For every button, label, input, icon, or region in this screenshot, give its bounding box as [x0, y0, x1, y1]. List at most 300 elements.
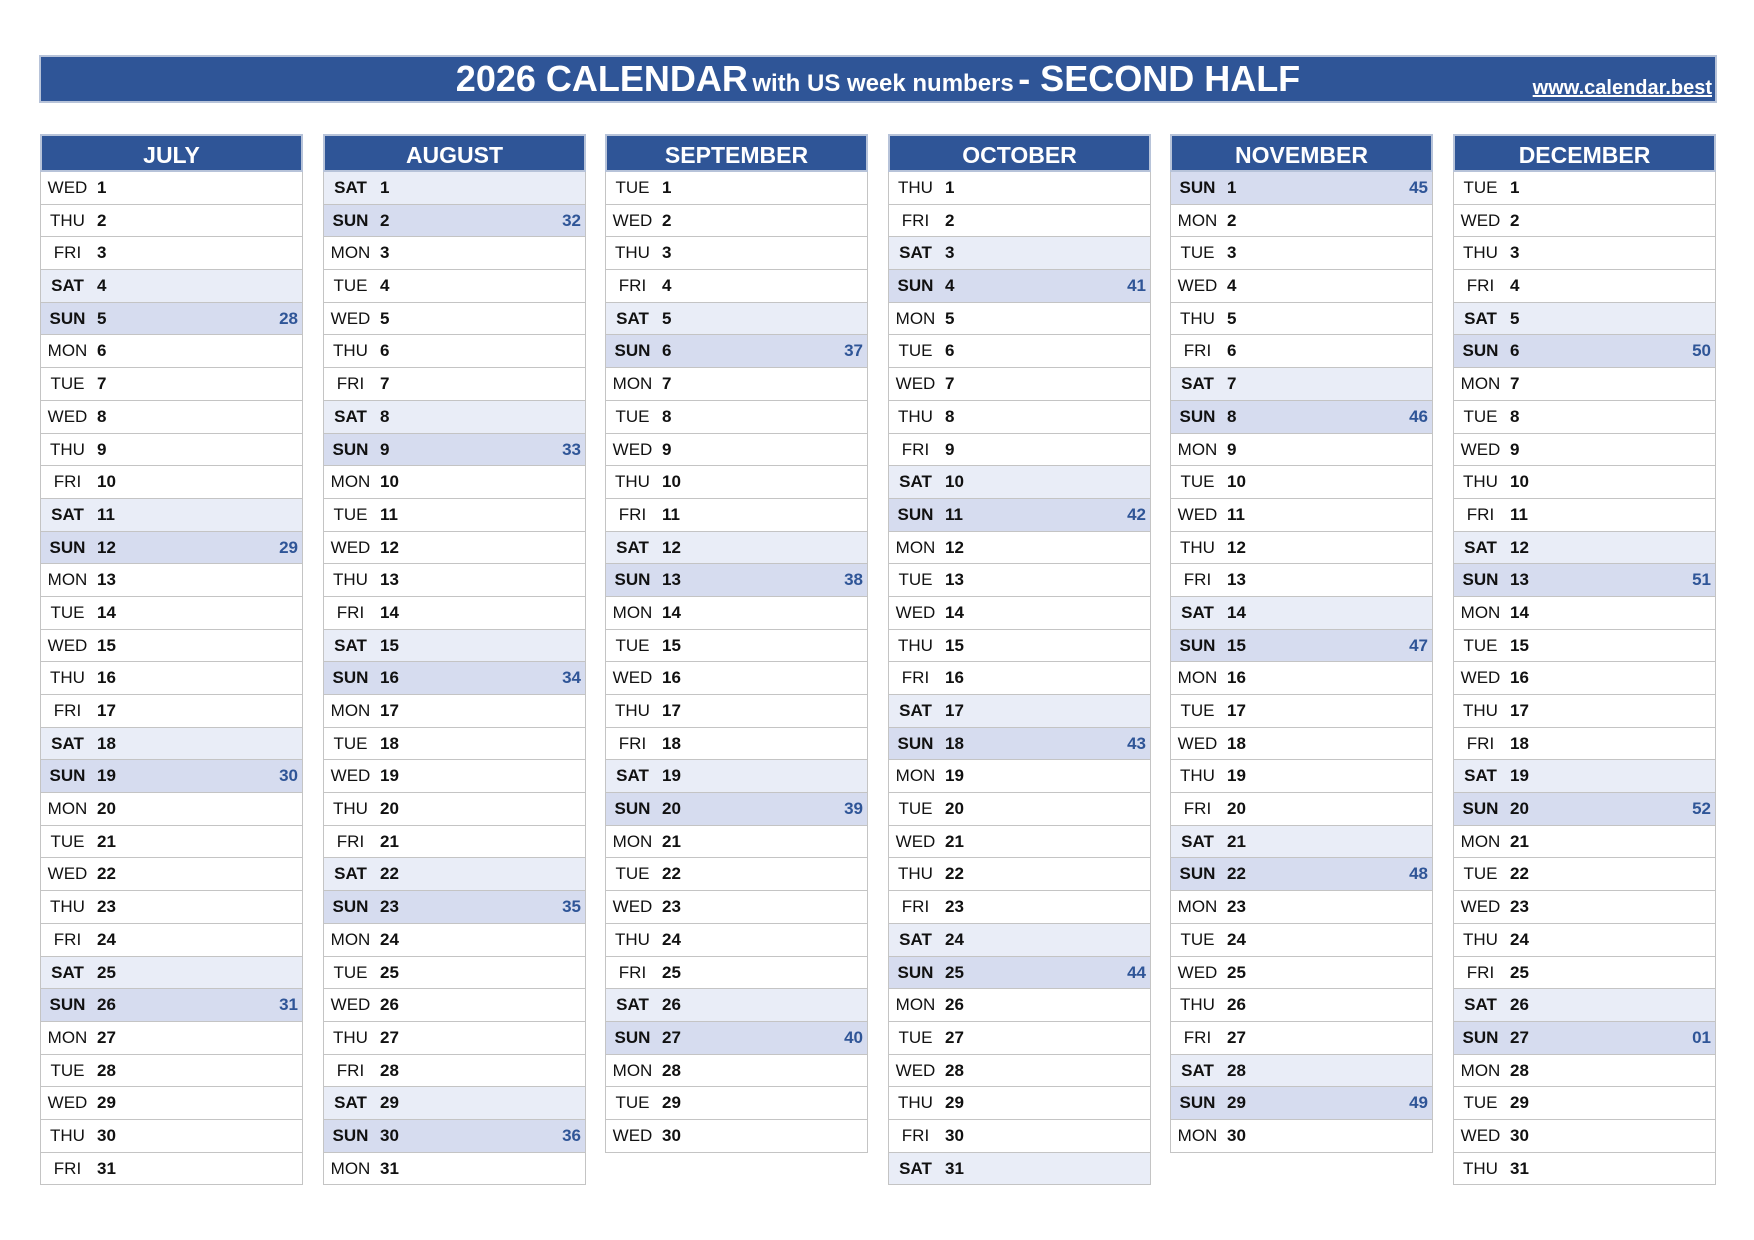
- week-number: 41: [1127, 276, 1146, 296]
- weekday-name: SUN: [49, 308, 86, 328]
- day-number: 3: [380, 243, 390, 263]
- title-sub: with US week numbers: [752, 70, 1014, 97]
- day-row: [40, 891, 303, 924]
- day-row: [323, 434, 586, 467]
- weekday-name: MON: [612, 602, 653, 622]
- weekday-name: THU: [615, 701, 650, 720]
- day-row: [1170, 434, 1433, 467]
- day-row: [40, 205, 303, 238]
- day-number: 26: [1510, 995, 1529, 1015]
- weekday-name: MON: [330, 701, 371, 720]
- day-number: 17: [380, 701, 399, 720]
- week-number: 42: [1127, 504, 1146, 524]
- day-row: [888, 499, 1151, 532]
- weekday-name: MON: [1460, 602, 1501, 622]
- day-number: 24: [945, 929, 964, 949]
- day-row: [605, 1022, 868, 1055]
- week-number: 32: [562, 210, 581, 230]
- weekday-name: THU: [898, 864, 933, 884]
- week-number: 46: [1409, 406, 1428, 426]
- day-row: [605, 564, 868, 597]
- week-number: 30: [279, 766, 298, 786]
- day-number: 14: [945, 602, 964, 622]
- weekday-name: MON: [47, 1027, 88, 1047]
- day-row: [40, 989, 303, 1022]
- weekday-name: SUN: [897, 962, 934, 982]
- day-number: 2: [662, 210, 672, 230]
- weekday-name: WED: [1460, 668, 1501, 688]
- day-row: [1170, 695, 1433, 728]
- day-number: 19: [380, 766, 399, 786]
- day-number: 23: [662, 897, 681, 917]
- day-number: 19: [1227, 766, 1246, 786]
- day-row: [1453, 401, 1716, 434]
- day-number: 16: [1510, 668, 1529, 688]
- weekday-name: SAT: [1464, 995, 1497, 1015]
- weekday-name: FRI: [1183, 1027, 1212, 1047]
- weekday-name: FRI: [53, 243, 82, 263]
- day-row: [40, 1022, 303, 1055]
- week-number: 43: [1127, 733, 1146, 753]
- day-number: 31: [1510, 1158, 1529, 1178]
- day-number: 16: [662, 668, 681, 688]
- day-row: [1170, 401, 1433, 434]
- day-number: 10: [97, 472, 116, 492]
- day-number: 26: [1227, 995, 1246, 1015]
- day-number: 9: [1510, 439, 1520, 459]
- weekday-name: WED: [895, 831, 936, 851]
- weekday-name: THU: [1463, 472, 1498, 492]
- day-row: [1170, 957, 1433, 990]
- day-number: 2: [1227, 210, 1237, 230]
- weekday-name: SUN: [614, 799, 651, 819]
- page-title: [41, 57, 1715, 101]
- day-row: [888, 793, 1151, 826]
- day-row: [1170, 826, 1433, 859]
- day-row: [888, 597, 1151, 630]
- weekday-name: WED: [1177, 962, 1218, 982]
- day-number: 13: [945, 570, 964, 590]
- day-row: [1453, 858, 1716, 891]
- weekday-name: FRI: [53, 472, 82, 492]
- weekday-name: SAT: [1464, 766, 1497, 786]
- weekday-name: SUN: [1179, 406, 1216, 426]
- day-number: 13: [662, 570, 681, 590]
- weekday-name: WED: [330, 995, 371, 1015]
- weekday-name: SUN: [49, 766, 86, 786]
- day-number: 23: [1227, 897, 1246, 917]
- day-row: [1453, 1055, 1716, 1088]
- day-number: 1: [1510, 178, 1520, 197]
- weekday-name: SAT: [51, 962, 84, 982]
- day-number: 3: [945, 243, 955, 263]
- day-row: [1453, 793, 1716, 826]
- day-row: [1170, 728, 1433, 761]
- day-number: 3: [97, 243, 107, 263]
- weekday-name: THU: [615, 243, 650, 263]
- day-row: [605, 1087, 868, 1120]
- day-row: [888, 205, 1151, 238]
- weekday-name: THU: [898, 635, 933, 655]
- weekday-name: SAT: [334, 1093, 367, 1113]
- day-row: [40, 1153, 303, 1186]
- weekday-name: THU: [898, 178, 933, 197]
- day-row: [1453, 1153, 1716, 1186]
- weekday-name: TUE: [333, 733, 368, 753]
- day-number: 1: [97, 178, 107, 197]
- day-row: [1453, 728, 1716, 761]
- day-row: [40, 434, 303, 467]
- weekday-name: SUN: [1179, 635, 1216, 655]
- weekday-name: SAT: [616, 308, 649, 328]
- weekday-name: FRI: [901, 897, 930, 917]
- week-number: 49: [1409, 1093, 1428, 1113]
- weekday-name: THU: [1463, 1158, 1498, 1178]
- weekday-name: SUN: [49, 537, 86, 557]
- day-row: [323, 793, 586, 826]
- weekday-name: WED: [47, 178, 88, 197]
- day-row: [888, 891, 1151, 924]
- day-row: [1170, 368, 1433, 401]
- day-row: [323, 826, 586, 859]
- day-row: [1170, 205, 1433, 238]
- weekday-name: MON: [330, 1158, 371, 1178]
- day-row: [40, 499, 303, 532]
- week-number: 37: [844, 341, 863, 361]
- week-number: 39: [844, 799, 863, 819]
- weekday-name: FRI: [901, 668, 930, 688]
- day-number: 15: [380, 635, 399, 655]
- day-number: 13: [380, 570, 399, 590]
- weekday-name: THU: [50, 897, 85, 917]
- day-row: [888, 270, 1151, 303]
- weekday-name: WED: [47, 406, 88, 426]
- weekday-name: SAT: [899, 1158, 932, 1178]
- day-row: [1170, 335, 1433, 368]
- day-number: 17: [945, 701, 964, 720]
- week-number: 34: [562, 668, 581, 688]
- day-row: [40, 826, 303, 859]
- weekday-name: THU: [1180, 308, 1215, 328]
- day-row: [40, 793, 303, 826]
- day-number: 21: [97, 831, 116, 851]
- day-row: [40, 662, 303, 695]
- day-number: 31: [380, 1158, 399, 1178]
- weekday-name: TUE: [1463, 635, 1498, 655]
- day-number: 11: [1227, 504, 1245, 524]
- day-number: 6: [380, 341, 390, 361]
- weekday-name: FRI: [53, 929, 82, 949]
- day-number: 16: [380, 668, 399, 688]
- weekday-name: MON: [1177, 1125, 1218, 1145]
- weekday-name: WED: [330, 308, 371, 328]
- day-row: [605, 532, 868, 565]
- weekday-name: WED: [330, 766, 371, 786]
- month-header: SEPTEMBER: [605, 134, 868, 172]
- day-number: 6: [945, 341, 955, 361]
- day-number: 18: [662, 733, 681, 753]
- weekday-name: TUE: [50, 374, 85, 394]
- day-number: 8: [945, 406, 955, 426]
- day-number: 10: [1227, 472, 1246, 492]
- day-row: [40, 957, 303, 990]
- day-number: 25: [662, 962, 681, 982]
- day-row: [888, 466, 1151, 499]
- weekday-name: THU: [1180, 995, 1215, 1015]
- weekday-name: SAT: [51, 276, 84, 296]
- weekday-name: WED: [1460, 1125, 1501, 1145]
- weekday-name: SAT: [51, 504, 84, 524]
- day-number: 6: [662, 341, 672, 361]
- day-number: 16: [97, 668, 116, 688]
- day-row: [40, 303, 303, 336]
- day-number: 7: [662, 374, 672, 394]
- weekday-name: MON: [47, 341, 88, 361]
- day-row: [323, 270, 586, 303]
- weekday-name: MON: [612, 831, 653, 851]
- day-number: 9: [97, 439, 107, 459]
- day-number: 17: [1510, 701, 1529, 720]
- day-number: 20: [380, 799, 399, 819]
- day-number: 23: [380, 897, 399, 917]
- day-row: [323, 695, 586, 728]
- day-number: 30: [1510, 1125, 1529, 1145]
- day-number: 9: [380, 439, 390, 459]
- weekday-name: TUE: [615, 864, 650, 884]
- weekday-name: FRI: [901, 1125, 930, 1145]
- weekday-name: TUE: [1180, 243, 1215, 263]
- weekday-name: SUN: [614, 341, 651, 361]
- weekday-name: MON: [47, 799, 88, 819]
- weekday-name: SAT: [1181, 602, 1214, 622]
- day-row: [323, 1087, 586, 1120]
- day-number: 15: [1510, 635, 1529, 655]
- weekday-name: SUN: [332, 1125, 369, 1145]
- weekday-name: THU: [615, 929, 650, 949]
- day-number: 29: [662, 1093, 681, 1113]
- day-number: 24: [662, 929, 681, 949]
- weekday-name: SAT: [334, 635, 367, 655]
- day-row: [605, 401, 868, 434]
- day-number: 5: [1510, 308, 1520, 328]
- day-row: [605, 368, 868, 401]
- day-row: [605, 662, 868, 695]
- weekday-name: TUE: [615, 406, 650, 426]
- day-row: [605, 335, 868, 368]
- weekday-name: MON: [1460, 374, 1501, 394]
- weekday-name: SUN: [332, 210, 369, 230]
- weekday-name: WED: [47, 1093, 88, 1113]
- day-number: 18: [380, 733, 399, 753]
- day-row: [605, 793, 868, 826]
- day-row: [1170, 532, 1433, 565]
- day-number: 25: [97, 962, 116, 982]
- site-link[interactable]: www.calendar.best: [1532, 77, 1712, 99]
- day-row: [1453, 630, 1716, 663]
- day-row: [605, 957, 868, 990]
- day-row: [1170, 924, 1433, 957]
- weekday-name: WED: [1177, 504, 1218, 524]
- weekday-name: FRI: [336, 374, 365, 394]
- day-number: 11: [945, 504, 963, 524]
- month-december: [1453, 134, 1716, 1185]
- weekday-name: MON: [895, 308, 936, 328]
- day-number: 11: [380, 504, 398, 524]
- day-number: 22: [1510, 864, 1529, 884]
- day-number: 10: [1510, 472, 1529, 492]
- day-number: 28: [1227, 1060, 1246, 1080]
- day-row: [323, 630, 586, 663]
- day-row: [888, 728, 1151, 761]
- day-number: 19: [662, 766, 681, 786]
- day-row: [1453, 172, 1716, 205]
- weekday-name: TUE: [615, 178, 650, 197]
- day-number: 6: [1227, 341, 1237, 361]
- weekday-name: SUN: [897, 733, 934, 753]
- day-row: [1453, 957, 1716, 990]
- day-row: [1453, 434, 1716, 467]
- day-row: [1170, 303, 1433, 336]
- day-row: [40, 924, 303, 957]
- day-number: 2: [380, 210, 390, 230]
- weekday-name: SUN: [897, 504, 934, 524]
- day-row: [1453, 891, 1716, 924]
- day-row: [605, 924, 868, 957]
- month-header: JULY: [40, 134, 303, 172]
- weekday-name: THU: [50, 668, 85, 688]
- day-number: 30: [97, 1125, 116, 1145]
- day-row: [40, 270, 303, 303]
- day-row: [1453, 597, 1716, 630]
- day-number: 28: [97, 1060, 116, 1080]
- day-number: 22: [662, 864, 681, 884]
- day-row: [323, 499, 586, 532]
- day-row: [1453, 368, 1716, 401]
- week-number: 01: [1692, 1027, 1711, 1047]
- weekday-name: SUN: [332, 897, 369, 917]
- weekday-name: MON: [1177, 439, 1218, 459]
- weekday-name: SUN: [1462, 341, 1499, 361]
- week-number: 51: [1692, 570, 1711, 590]
- day-number: 24: [380, 929, 399, 949]
- day-row: [1170, 1087, 1433, 1120]
- month-header: AUGUST: [323, 134, 586, 172]
- day-row: [888, 303, 1151, 336]
- day-number: 4: [1227, 276, 1237, 296]
- day-number: 7: [1227, 374, 1237, 394]
- day-number: 27: [1227, 1027, 1246, 1047]
- day-number: 26: [945, 995, 964, 1015]
- month-august: [323, 134, 586, 1185]
- day-number: 3: [1510, 243, 1520, 263]
- day-row: [40, 630, 303, 663]
- day-row: [323, 924, 586, 957]
- weekday-name: THU: [1463, 929, 1498, 949]
- weekday-name: SAT: [616, 537, 649, 557]
- day-number: 27: [380, 1027, 399, 1047]
- weekday-name: WED: [895, 1060, 936, 1080]
- month-november: [1170, 134, 1433, 1153]
- day-number: 20: [1227, 799, 1246, 819]
- weekday-name: MON: [1460, 1060, 1501, 1080]
- weekday-name: THU: [333, 570, 368, 590]
- day-number: 22: [97, 864, 116, 884]
- day-number: 20: [662, 799, 681, 819]
- day-number: 27: [662, 1027, 681, 1047]
- weekday-name: FRI: [1183, 341, 1212, 361]
- weekday-name: WED: [1177, 276, 1218, 296]
- weekday-name: SAT: [1181, 374, 1214, 394]
- weekday-name: MON: [895, 995, 936, 1015]
- day-row: [888, 532, 1151, 565]
- day-number: 12: [380, 537, 399, 557]
- day-number: 21: [945, 831, 964, 851]
- day-row: [40, 695, 303, 728]
- weekday-name: MON: [1177, 210, 1218, 230]
- day-number: 22: [945, 864, 964, 884]
- day-number: 1: [380, 178, 390, 197]
- day-row: [1453, 695, 1716, 728]
- weekday-name: TUE: [1180, 472, 1215, 492]
- week-number: 40: [844, 1027, 863, 1047]
- day-row: [605, 172, 868, 205]
- day-number: 7: [380, 374, 390, 394]
- weekday-name: SUN: [332, 439, 369, 459]
- weekday-name: MON: [47, 570, 88, 590]
- day-number: 25: [380, 962, 399, 982]
- day-row: [323, 564, 586, 597]
- day-row: [1453, 335, 1716, 368]
- weekday-name: WED: [47, 864, 88, 884]
- day-number: 17: [662, 701, 681, 720]
- week-number: 29: [279, 537, 298, 557]
- month-header: NOVEMBER: [1170, 134, 1433, 172]
- weekday-name: THU: [333, 341, 368, 361]
- day-row: [323, 760, 586, 793]
- weekday-name: TUE: [50, 1060, 85, 1080]
- day-number: 27: [97, 1027, 116, 1047]
- week-number: 33: [562, 439, 581, 459]
- weekday-name: THU: [898, 406, 933, 426]
- day-number: 23: [945, 897, 964, 917]
- day-row: [1453, 662, 1716, 695]
- day-number: 8: [1510, 406, 1520, 426]
- weekday-name: SAT: [899, 243, 932, 263]
- day-number: 21: [1510, 831, 1529, 851]
- day-row: [1453, 564, 1716, 597]
- day-row: [605, 826, 868, 859]
- weekday-name: FRI: [1183, 799, 1212, 819]
- day-row: [888, 564, 1151, 597]
- day-row: [1170, 630, 1433, 663]
- day-row: [323, 335, 586, 368]
- month-october: [888, 134, 1151, 1185]
- day-row: [1170, 1022, 1433, 1055]
- day-row: [1453, 237, 1716, 270]
- day-row: [605, 760, 868, 793]
- weekday-name: SAT: [899, 472, 932, 492]
- weekday-name: FRI: [53, 701, 82, 720]
- day-number: 9: [945, 439, 955, 459]
- day-number: 7: [97, 374, 107, 394]
- day-row: [40, 1055, 303, 1088]
- day-row: [1170, 466, 1433, 499]
- weekday-name: WED: [895, 602, 936, 622]
- day-row: [1453, 303, 1716, 336]
- day-row: [323, 172, 586, 205]
- day-number: 30: [662, 1125, 681, 1145]
- weekday-name: TUE: [50, 831, 85, 851]
